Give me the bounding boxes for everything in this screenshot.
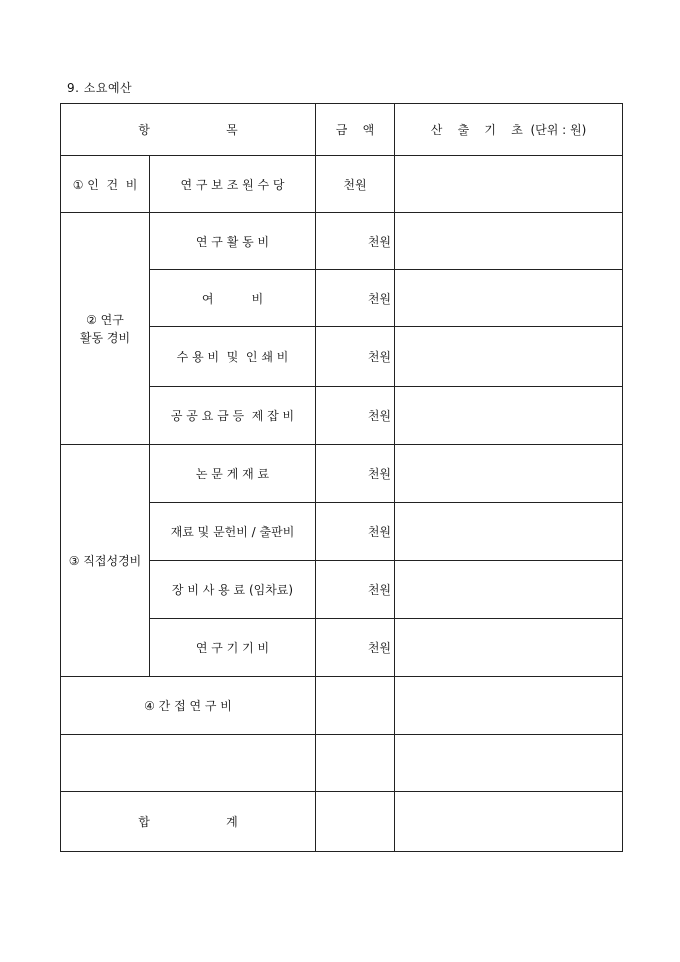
amount-cell[interactable] [316,677,395,735]
basis-cell[interactable] [395,792,623,852]
section-title: 9. 소요예산 [67,81,133,95]
amount-unit: 천원 [316,561,395,619]
amount-unit: 천원 [316,327,395,387]
item-assistant-allowance: 연 구 보 조 원 수 당 [150,156,316,213]
basis-cell[interactable] [395,735,623,792]
table-row [61,677,623,735]
category-research: ② 연구 활동 경비 [61,213,150,445]
basis-cell[interactable] [395,619,623,677]
table-row [61,735,623,792]
item-supplies: 수 용 비 및 인 쇄 비 [150,327,316,387]
category-personnel: ① 인 건 비 [61,156,150,213]
basis-cell[interactable] [395,327,623,387]
amount-unit: 천원 [316,270,395,327]
basis-cell[interactable] [395,561,623,619]
item-activity: 연 구 활 동 비 [150,213,316,270]
amount-unit: 천원 [316,156,395,213]
basis-cell[interactable] [395,503,623,561]
table-row [61,213,623,270]
amount-unit: 천원 [316,445,395,503]
item-equipment: 연 구 기 기 비 [150,619,316,677]
category-total: 합 계 [61,792,316,852]
basis-cell[interactable] [395,270,623,327]
amount-unit: 천원 [316,387,395,445]
basis-cell[interactable] [395,445,623,503]
item-paper-fee: 논 문 게 재 료 [150,445,316,503]
table-row [61,445,623,503]
amount-unit: 천원 [316,213,395,270]
category-indirect: ④ 간 접 연 구 비 [61,677,316,735]
basis-cell[interactable] [395,213,623,270]
total-row [61,792,623,852]
category-direct: ③ 직접성경비 [61,445,150,677]
basis-cell[interactable] [395,677,623,735]
amount-unit: 천원 [316,619,395,677]
item-equipment-rent: 장 비 사 용 료 (임차료) [150,561,316,619]
item-materials: 재료 및 문헌비 / 출판비 [150,503,316,561]
amount-cell[interactable] [316,792,395,852]
table-row [61,156,623,213]
header-item: 항 목 [61,104,316,156]
blank-cell[interactable] [61,735,316,792]
item-travel: 여 비 [150,270,316,327]
item-utilities: 공 공 요 금 등 제 잡 비 [150,387,316,445]
basis-cell[interactable] [395,387,623,445]
header-basis: 산 출 기 초 (단위 : 원) [395,104,623,156]
budget-table [60,103,623,852]
amount-cell[interactable] [316,735,395,792]
header-amount: 금 액 [316,104,395,156]
header-row [61,104,623,156]
amount-unit: 천원 [316,503,395,561]
basis-cell[interactable] [395,156,623,213]
